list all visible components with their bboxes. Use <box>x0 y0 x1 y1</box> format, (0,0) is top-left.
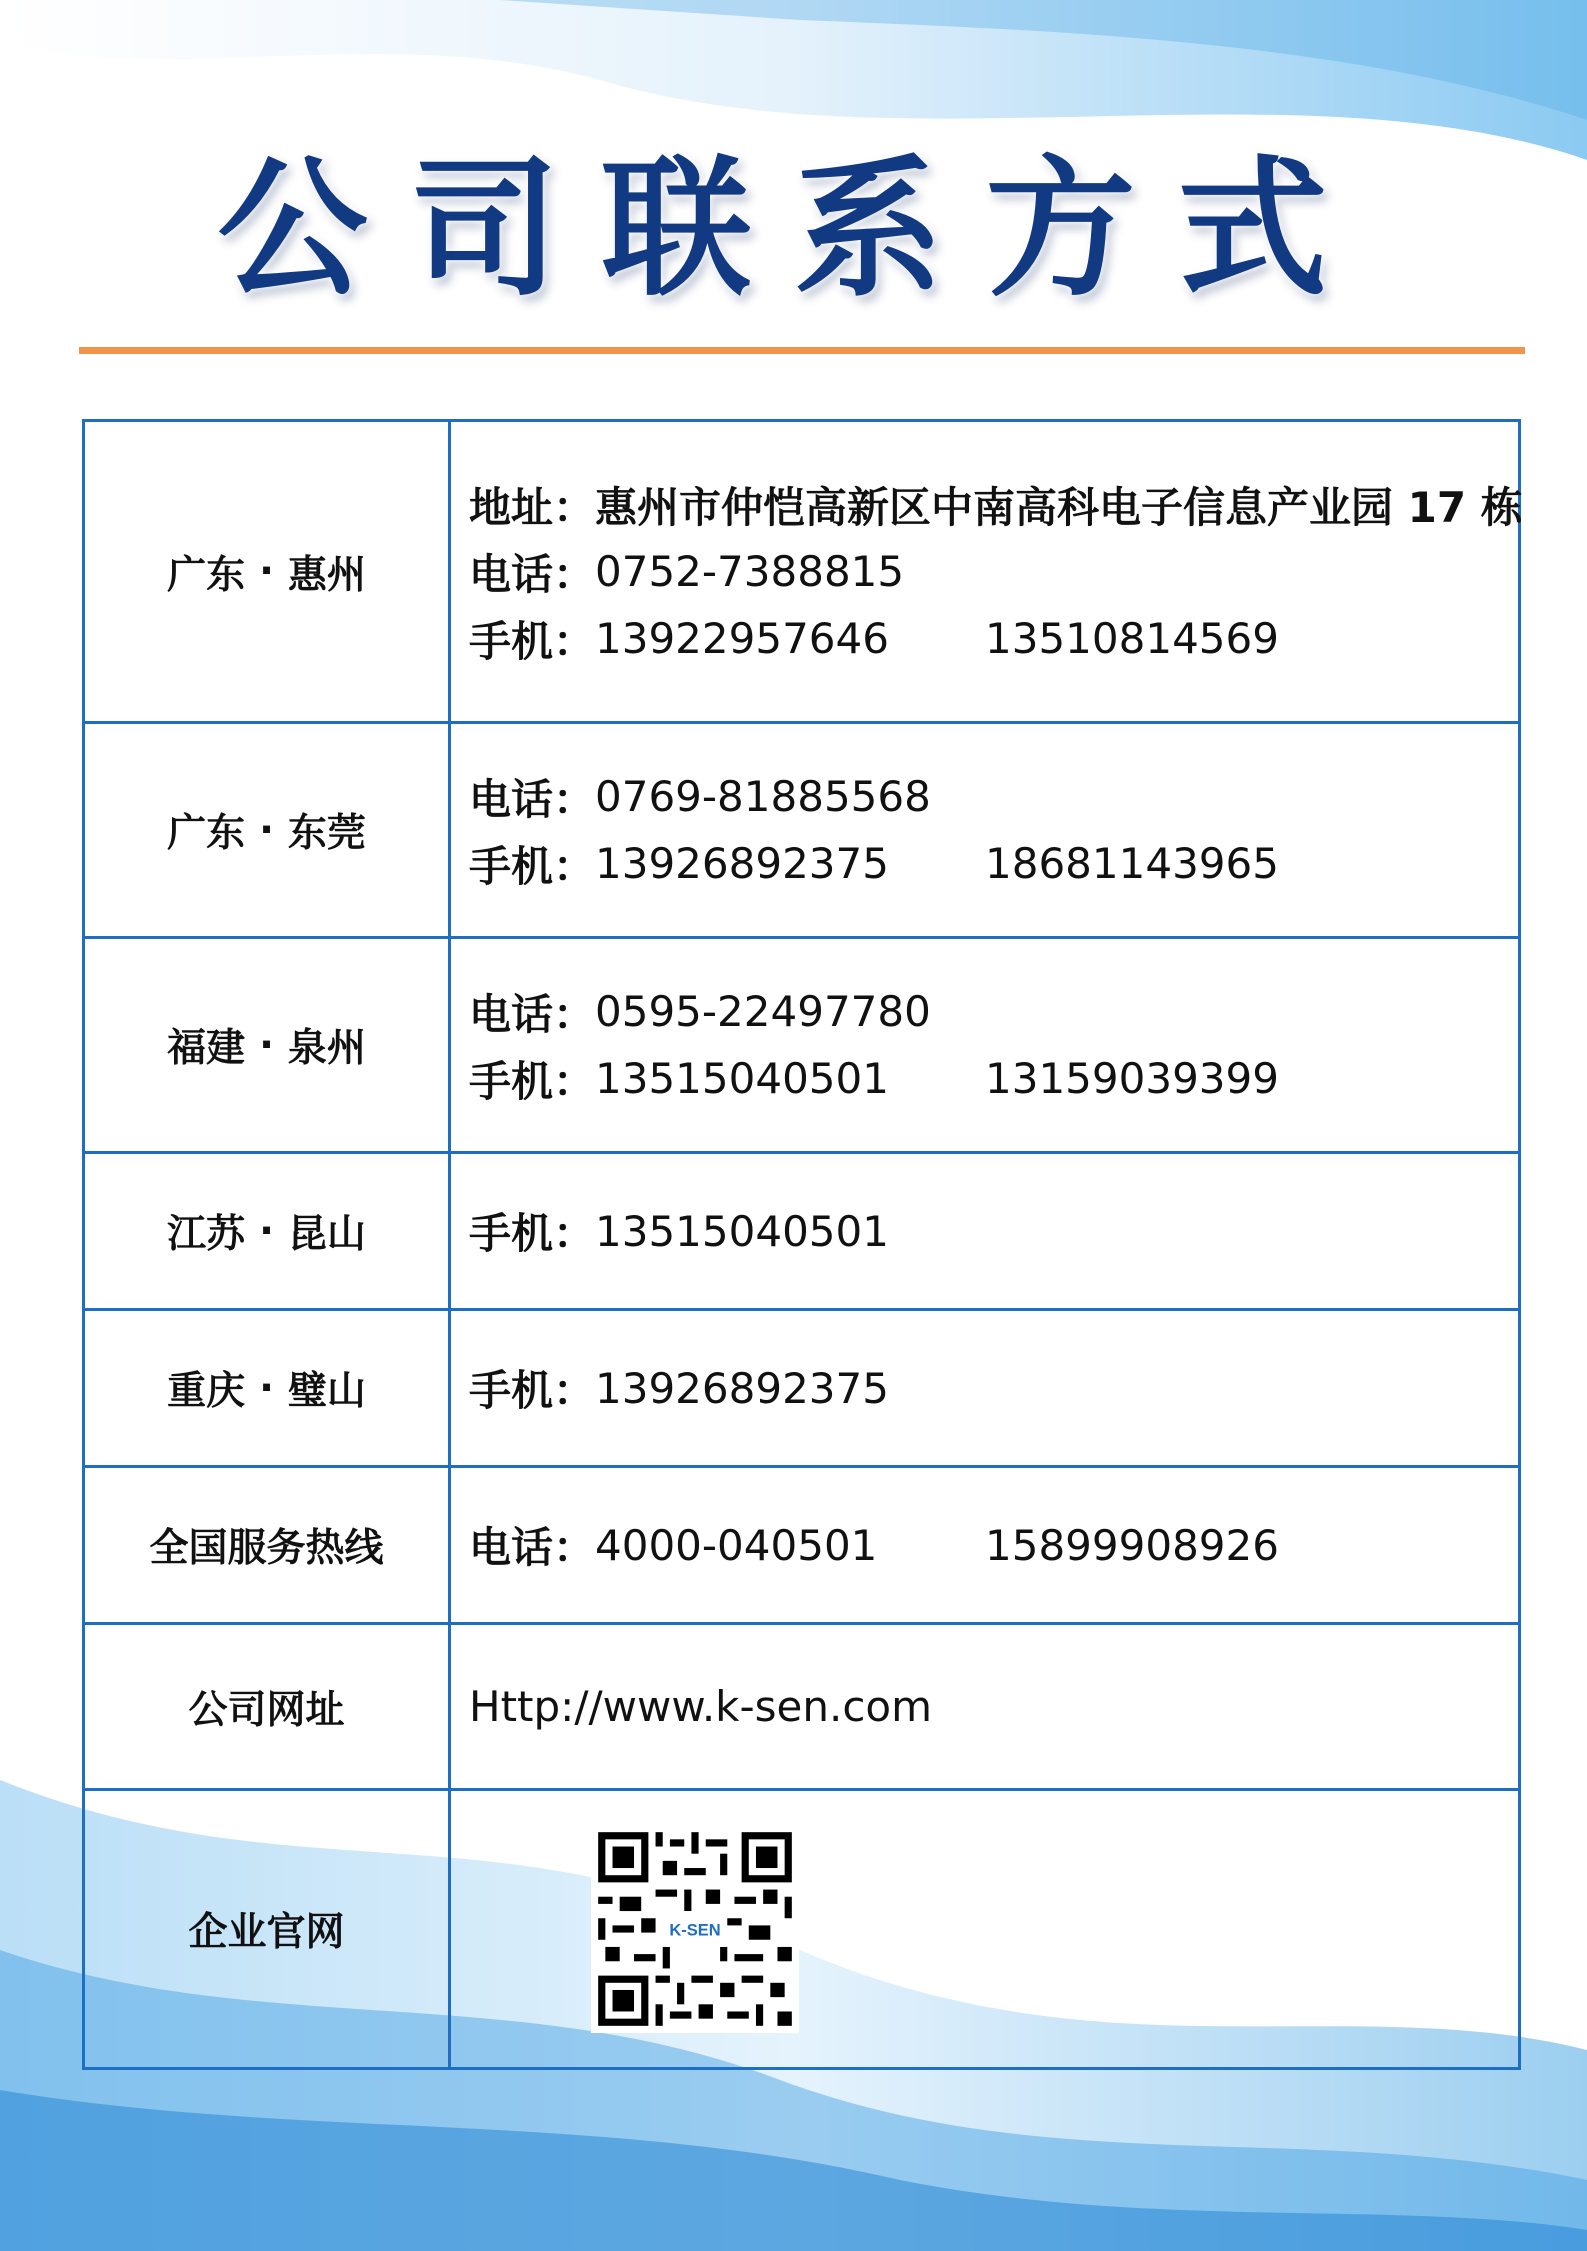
mobile-number: 13515040501 <box>595 1206 889 1256</box>
phone-number: 0769-81885568 <box>595 772 931 821</box>
contact-info <box>451 422 1523 721</box>
phone-number: 0752-7388815 <box>595 547 905 596</box>
mobile-number: 13926892375 <box>595 839 889 888</box>
mobile-line: 手机： 13926892375 18681143965 <box>469 839 1279 891</box>
table-row-bishan <box>85 1311 1518 1468</box>
phone-number: 0595-22497780 <box>595 987 931 1036</box>
table-row-hotline <box>85 1468 1518 1625</box>
title-divider <box>79 347 1525 354</box>
region-label: 重庆 · 璧山 <box>85 1311 451 1465</box>
website-info <box>451 1625 1518 1788</box>
hotline-label: 全国服务热线 <box>85 1468 451 1622</box>
website-label: 公司网址 <box>85 1625 451 1788</box>
address-text: 惠州市仲恺高新区中南高科电子信息产业园 17 栋 <box>595 482 1523 532</box>
mobile-number: 13159039399 <box>985 1054 1279 1103</box>
region-label: 江苏 · 昆山 <box>85 1154 451 1308</box>
mobile-line: 手机： 13515040501 13159039399 <box>469 1054 1279 1106</box>
table-row-dongguan <box>85 724 1518 939</box>
table-row-official-site <box>85 1791 1518 2067</box>
contact-table <box>82 419 1521 2070</box>
table-row-website <box>85 1625 1518 1791</box>
qr-code[interactable] <box>591 1825 799 2033</box>
region-label: 广东 · 东莞 <box>85 724 451 936</box>
official-site-label: 企业官网 <box>85 1791 451 2067</box>
contact-info <box>451 1311 1518 1465</box>
mobile-number: 13515040501 <box>595 1054 889 1103</box>
table-row-kunshan <box>85 1154 1518 1311</box>
table-row-quanzhou <box>85 939 1518 1154</box>
region-label: 广东 · 惠州 <box>85 422 451 721</box>
region-label: 福建 · 泉州 <box>85 939 451 1151</box>
hotline-number: 4000-040501 <box>595 1520 878 1570</box>
phone-line: 电话： 0595-22497780 <box>469 987 931 1039</box>
website-link[interactable]: Http://www.k-sen.com <box>469 1682 933 1731</box>
mobile-line: 手机： 13922957646 13510814569 <box>469 614 1279 666</box>
contact-info <box>451 939 1518 1151</box>
address-line: 地址： 惠州市仲恺高新区中南高科电子信息产业园 17 栋 <box>469 471 1523 538</box>
phone-line: 电话： 0769-81885568 <box>469 772 931 824</box>
mobile-number: 13510814569 <box>985 614 1279 663</box>
page-title: 公司联系方式 <box>217 143 1370 317</box>
contact-info <box>451 724 1518 936</box>
hotline-number: 15899908926 <box>985 1520 1279 1570</box>
mobile-line: 手机： 13926892375 <box>469 1355 1518 1422</box>
mobile-line: 手机： 13515040501 <box>469 1198 1518 1265</box>
mobile-number: 18681143965 <box>985 839 1279 888</box>
table-row-huizhou <box>85 422 1523 724</box>
qr-container <box>451 1791 1518 2067</box>
phone-line: 电话： 0752-7388815 <box>469 547 905 599</box>
qr-logo-text: K-SEN <box>669 1921 721 1940</box>
contact-info <box>451 1154 1518 1308</box>
contact-info <box>451 1468 1518 1622</box>
mobile-number: 13926892375 <box>595 1363 889 1413</box>
hotline-line: 电话： 4000-040501 15899908926 <box>469 1520 1279 1572</box>
mobile-number: 13922957646 <box>595 614 889 663</box>
